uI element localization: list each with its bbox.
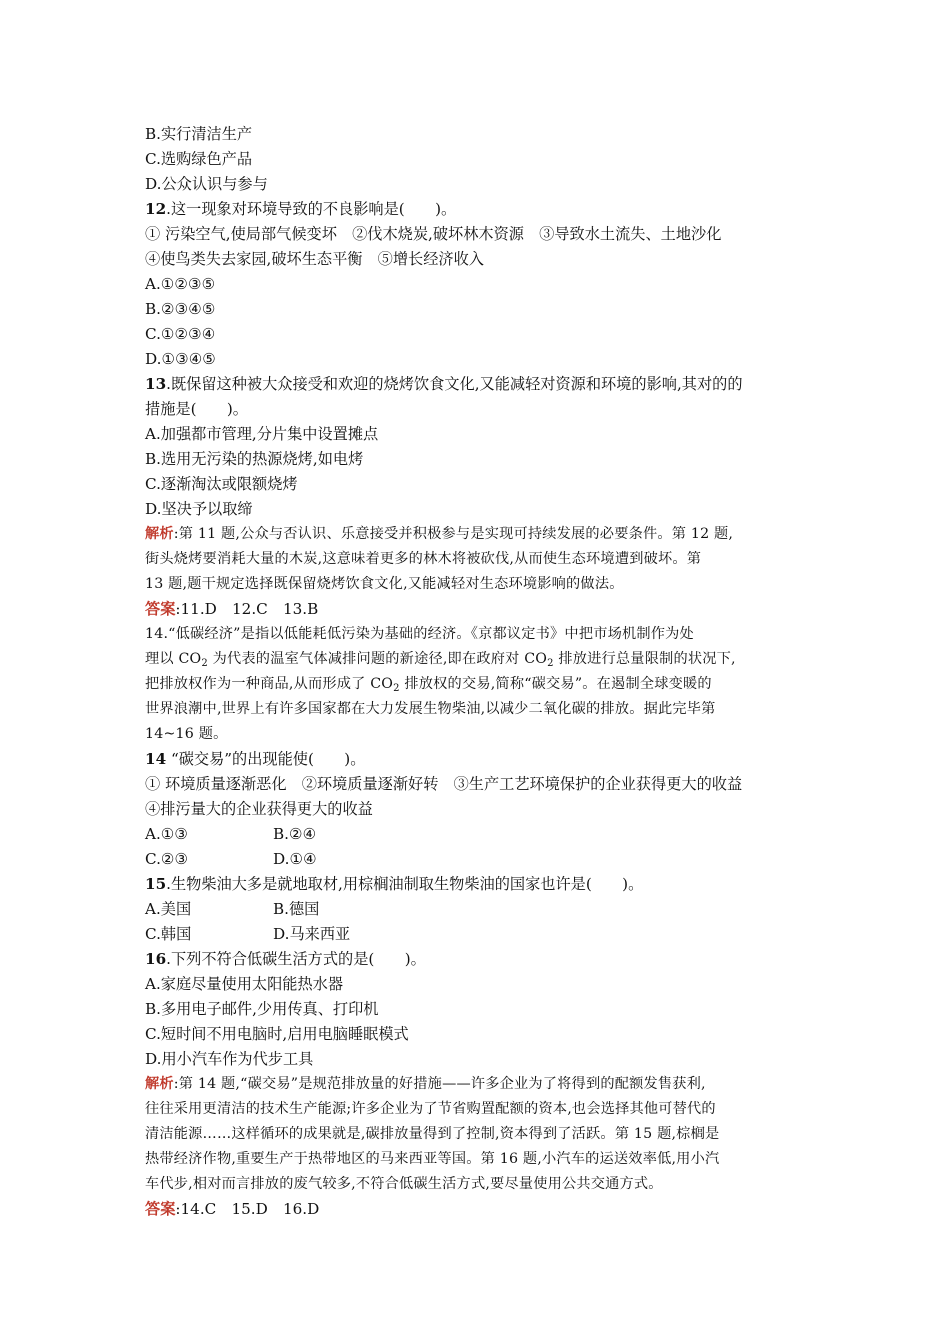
analysis-label: 解析 — [145, 526, 174, 542]
question-12-items: ① 污染空气,使局部气候变坏 ②伐木烧炭,破坏林木资源 ③导致水土流失、土地沙化 — [145, 225, 722, 243]
option-d: D.①③④⑤ — [145, 350, 216, 368]
option-c: C.短时间不用电脑时,启用电脑睡眠模式 — [145, 1025, 409, 1043]
question-14-items: ④排污量大的企业获得更大的收益 — [145, 800, 373, 818]
option-a: A.①③ — [145, 825, 189, 843]
passage-paragraph: 14~16 题。 — [145, 726, 228, 742]
passage-paragraph: 把排放权作为一种商品,从而形成了 $CO_2$ 排放权的交易,简称“碳交易”。在遏制全球变暖的 — [145, 676, 712, 694]
analysis-paragraph: 街头烧烤要消耗大量的木炭,这意味着更多的林木将被砍伐,从而使生态环境遭到破坏。第 — [145, 551, 702, 567]
question-number: 12 — [145, 200, 167, 218]
option-d: D.马来西亚 — [273, 925, 351, 943]
answer-label: 答案 — [145, 600, 176, 618]
passage-paragraph: 世界浪潮中,世界上有许多国家都在大力发展生物柴油,以减少二氧化碳的排放。据此完毕第 — [145, 701, 716, 717]
option-b: B.②④ — [273, 825, 317, 843]
option-d: D.用小汽车作为代步工具 — [145, 1050, 314, 1068]
question-16-stem: 16.下列不符合低碳生活方式的是( )。 — [145, 950, 426, 968]
analysis-label: 解析 — [145, 1076, 174, 1092]
option-row — [145, 922, 810, 947]
subscript: 2 — [393, 683, 400, 694]
option-d: D.坚决予以取缔 — [145, 500, 253, 518]
passage-paragraph: 14.“低碳经济”是指以低能耗低污染为基础的经济。《京都议定书》中把市场机制作为处 — [145, 626, 694, 642]
question-number: 14 — [145, 750, 167, 768]
question-number: 13 — [145, 375, 167, 393]
passage-paragraph: 理以 $CO_2$ 为代表的温室气体减排问题的新途径,即在政府对 $CO_2$ 排放进行总量限制的状况下, — [145, 651, 736, 669]
question-14-stem: 14 “碳交易”的出现能使( )。 — [145, 750, 366, 768]
analysis-paragraph: 解析:第 14 题,“碳交易”是规范排放量的好措施——许多企业为了将得到的配额发售获利, — [145, 1076, 706, 1092]
question-12-items: ④使鸟类失去家园,破坏生态平衡 ⑤增长经济收入 — [145, 250, 484, 268]
option-c: C.逐渐淘汰或限额烧烤 — [145, 475, 298, 493]
option-b: B.②③④⑤ — [145, 300, 216, 318]
question-number: 16 — [145, 950, 167, 968]
option-d: D.公众认识与参与 — [145, 175, 268, 193]
option-a: A.美国 — [145, 900, 192, 918]
answer-label: 答案 — [145, 1200, 176, 1218]
option-c: C.韩国 — [145, 925, 192, 943]
subscript: 2 — [201, 658, 208, 669]
analysis-paragraph: 车代步,相对而言排放的废气较多,不符合低碳生活方式,要尽量使用公共交通方式。 — [145, 1176, 663, 1192]
option-a: A.加强都市管理,分片集中设置摊点 — [145, 425, 379, 443]
answer-line: 答案:11.D 12.C 13.B — [145, 600, 319, 618]
answer-line: 答案:14.C 15.D 16.D — [145, 1200, 320, 1218]
option-row — [145, 822, 810, 847]
option-row — [145, 897, 810, 922]
analysis-paragraph: 清洁能源……这样循环的成果就是,碳排放量得到了控制,资本得到了活跃。第 15 题,棕榈是 — [145, 1126, 720, 1142]
analysis-paragraph: 往往采用更清洁的技术生产能源;许多企业为了节省购置配额的资本,也会选择其他可替代的 — [145, 1101, 716, 1117]
question-13-stem: 13.既保留这种被大众接受和欢迎的烧烤饮食文化,又能减轻对资源和环境的影响,其对的的 — [145, 375, 743, 393]
option-c: C.①②③④ — [145, 325, 216, 343]
option-a: A.①②③⑤ — [145, 275, 216, 293]
question-12-stem: 12.这一现象对环境导致的不良影响是( )。 — [145, 200, 457, 218]
option-c: C.选购绿色产品 — [145, 150, 253, 168]
question-15-stem: 15.生物柴油大多是就地取材,用棕榈油制取生物柴油的国家也许是( )。 — [145, 875, 644, 893]
question-13-stem: 措施是( )。 — [145, 400, 248, 418]
option-b: B.选用无污染的热源烧烤,如电烤 — [145, 450, 364, 468]
option-b: B.实行清洁生产 — [145, 125, 253, 143]
document-body — [145, 122, 810, 1222]
option-d: D.①④ — [273, 850, 317, 868]
analysis-paragraph: 13 题,题干规定选择既保留烧烤饮食文化,又能减轻对生态环境影响的做法。 — [145, 576, 624, 592]
option-row — [145, 847, 810, 872]
option-b: B.德国 — [273, 900, 320, 918]
subscript: 2 — [547, 658, 554, 669]
question-number: 15 — [145, 875, 167, 893]
analysis-paragraph: 解析:第 11 题,公众与否认识、乐意接受并积极参与是实现可持续发展的必要条件。第 12 题, — [145, 526, 734, 542]
analysis-paragraph: 热带经济作物,重要生产于热带地区的马来西亚等国。第 16 题,小汽车的运送效率低,用小汽 — [145, 1151, 720, 1167]
option-c: C.②③ — [145, 850, 189, 868]
option-a: A.家庭尽量使用太阳能热水器 — [145, 975, 344, 993]
option-b: B.多用电子邮件,少用传真、打印机 — [145, 1000, 379, 1018]
question-14-items: ① 环境质量逐渐恶化 ②环境质量逐渐好转 ③生产工艺环境保护的企业获得更大的收益 — [145, 775, 743, 793]
